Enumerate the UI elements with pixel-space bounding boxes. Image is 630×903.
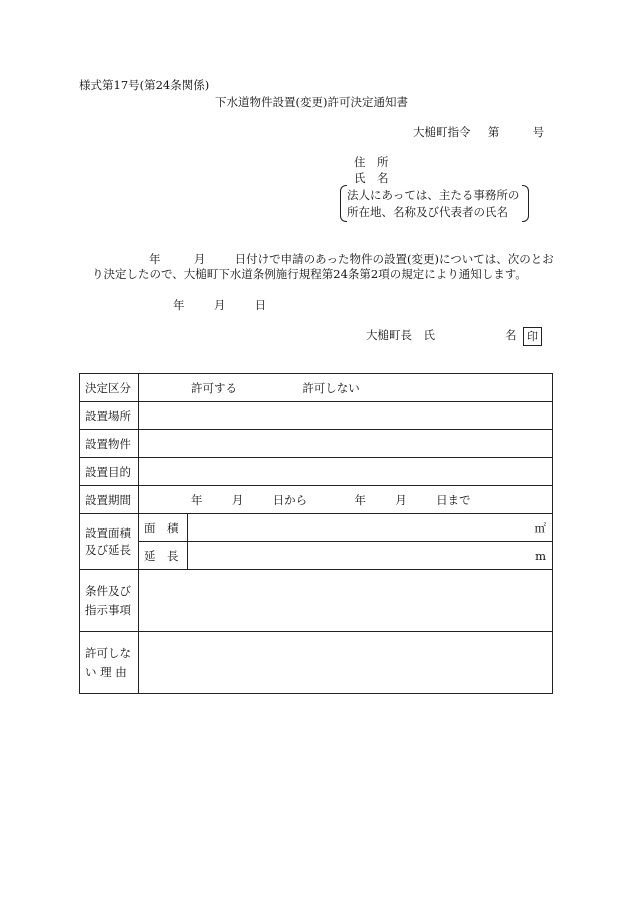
conditions-line2: 指示事項	[85, 602, 131, 617]
reason-line1: 許可しな	[85, 645, 131, 660]
body-line1-text: 日付けで申請のあった物件の設置(変更)については、次のとお	[234, 252, 554, 266]
seal-box: 印	[523, 327, 542, 346]
conditions-line1: 条件及び	[85, 583, 131, 598]
place-label: 設置場所	[80, 402, 139, 430]
object-value	[139, 430, 553, 458]
object-label: 設置物件	[80, 430, 139, 458]
form-number: 様式第17号(第24条関係)	[79, 78, 210, 92]
row-purpose	[80, 458, 553, 486]
issuer-title: 大槌町長 氏	[366, 328, 435, 342]
body-line1	[149, 252, 554, 266]
area-label-line1: 設置面積	[85, 525, 131, 540]
row-period	[80, 486, 553, 514]
period-to-month: 月	[395, 492, 407, 507]
purpose-value	[139, 458, 553, 486]
body-month: 月	[193, 252, 206, 266]
row-object	[80, 430, 553, 458]
length-unit: m	[188, 542, 553, 570]
period-to-year: 年	[354, 492, 366, 507]
document-title: 下水道物件設置(変更)許可決定通知書	[215, 95, 408, 109]
decision-table	[79, 373, 553, 694]
body-line2: り決定したので、大槌町下水道条例施行規程第24条第2項の規定により通知します。	[92, 267, 527, 281]
conditions-label	[80, 570, 139, 632]
reference-dai: 第	[487, 125, 500, 139]
name-label: 氏 名	[354, 171, 389, 185]
period-value	[139, 486, 553, 514]
decision-label: 決定区分	[80, 374, 139, 402]
area-unit: ㎡	[188, 514, 553, 542]
reference-number	[413, 125, 544, 139]
area-label-line2: 及び延長	[85, 542, 131, 557]
reason-line2: い 理 由	[85, 664, 127, 679]
corp-note-line2: 所在地、名称及び代表者の氏名	[347, 205, 508, 219]
row-conditions	[80, 570, 553, 632]
corp-note-line1: 法人にあっては、主たる事務所の	[347, 188, 520, 202]
date-year: 年	[173, 298, 185, 312]
reference-prefix: 大槌町指令	[413, 125, 471, 139]
right-bracket	[522, 185, 529, 222]
purpose-label: 設置目的	[80, 458, 139, 486]
permit-option: 許可する	[191, 380, 237, 395]
date-day: 日	[254, 298, 267, 312]
length-sub-label: 延 長	[139, 542, 188, 570]
reason-label	[80, 632, 139, 694]
period-from-year: 年	[191, 492, 203, 507]
period-label: 設置期間	[80, 486, 139, 514]
issuer-name-suffix: 名	[505, 328, 517, 342]
decision-value	[139, 374, 553, 402]
left-bracket	[340, 185, 347, 222]
row-area	[80, 514, 553, 542]
area-sub-label: 面 積	[139, 514, 188, 542]
area-length-label	[80, 514, 139, 570]
place-value	[139, 402, 553, 430]
date-line	[173, 298, 266, 312]
row-decision	[80, 374, 553, 402]
date-month: 月	[213, 298, 226, 312]
conditions-value	[139, 570, 553, 632]
period-from-day: 日から	[272, 492, 308, 507]
period-from-month: 月	[231, 492, 244, 507]
body-year: 年	[149, 252, 161, 266]
row-reason	[80, 632, 553, 694]
row-place	[80, 402, 553, 430]
address-label: 住 所	[354, 155, 389, 169]
reason-value	[139, 632, 553, 694]
period-to-day: 日まで	[436, 492, 471, 507]
not-permit-option: 許可しない	[302, 380, 360, 395]
row-length	[80, 542, 553, 570]
reference-go: 号	[532, 125, 545, 139]
